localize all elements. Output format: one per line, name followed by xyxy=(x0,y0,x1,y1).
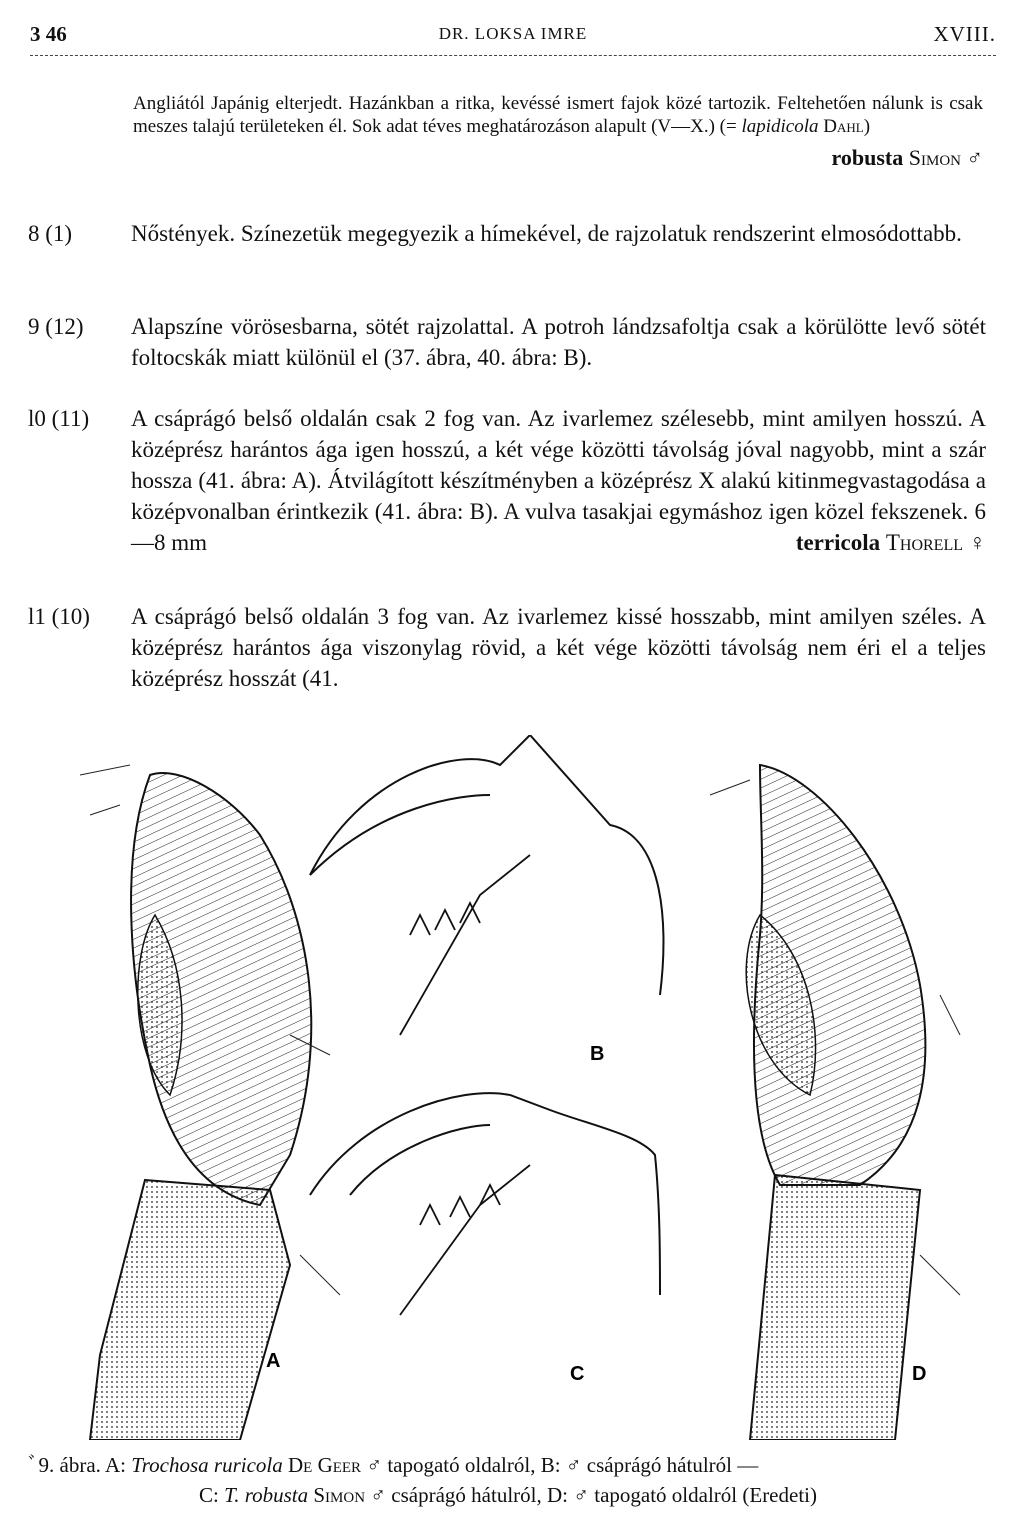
entry-text: A csáprágó belső oldalán 3 fog van. Az ivarlemez kissé hosszabb, mint amilyen széles. A középrész harántos ága viszonylag rövid, a két vége közötti távolság nem éri el a teljes középrész hosszát (41. xyxy=(131,604,986,691)
palp-a-drawing xyxy=(80,765,340,1440)
entry-number: l0 (11) xyxy=(28,406,90,431)
chelicera-b-drawing xyxy=(310,735,663,1035)
caption-species-c: T. robusta xyxy=(224,1483,309,1507)
species-name: robusta xyxy=(831,145,904,170)
key-entry-8 xyxy=(28,218,986,249)
page-number: 3 46 xyxy=(30,22,67,46)
species-author: Simon xyxy=(908,145,961,170)
female-symbol: ♀ xyxy=(968,530,986,555)
key-entry-9 xyxy=(28,311,986,373)
figure-label-a: A xyxy=(266,1350,281,1372)
synonym-author: Dahl xyxy=(823,116,864,137)
header-rule xyxy=(30,55,996,56)
volume-number: XVIII. xyxy=(933,22,996,46)
running-title: DR. LOKSA IMRE xyxy=(438,24,588,43)
illustration-41 xyxy=(60,735,990,1440)
entry-text: Alapszíne vörösesbarna, sötét rajzolattal. A potroh lándzsafoltja csak a körülötte levő sötét foltocskák miatt különül el (37. ábra, 40. ábra: B). xyxy=(131,314,986,370)
synonym-name: lapidicola xyxy=(741,116,819,137)
key-entry-10 xyxy=(28,403,986,558)
entry-number: 8 (1) xyxy=(28,221,73,246)
key-entry-11 xyxy=(28,601,986,694)
figure-caption xyxy=(28,1450,988,1510)
page-header xyxy=(30,22,996,54)
species-name: terricola xyxy=(795,530,881,555)
figure-label-c: C xyxy=(570,1363,585,1385)
chelicera-c-drawing xyxy=(310,1093,660,1315)
entry-number: 9 (12) xyxy=(28,314,84,339)
intro-paragraph: Angliától Japánig elterjedt. Hazánkban a ritka, kevéssé ismert fajok közé tartozik. Feltehetően nálunk is csak meszes talajú területeken él. Sok adat téves meghatározáson alapult (V—X.) (= lapidicola Dahl) robusta Simon ♂ xyxy=(133,93,983,170)
figure-label-d: D xyxy=(912,1363,927,1385)
species-author: Thorell xyxy=(885,530,963,555)
intro-text: Angliától Japánig elterjedt. Hazánkban a ritka, kevéssé ismert fajok közé tartozik. Feltehetően nálunk is csak meszes talajú területeken él. Sok adat téves meghatározáson alapult (V—X.) (= xyxy=(133,93,983,137)
figure-label-b: B xyxy=(590,1043,605,1065)
entry-text: A csáprágó belső oldalán csak 2 fog van. Az ivarlemez szélesebb, mint amilyen hosszú. A középrész harántos ága igen hosszú, a két vége közötti távolság jóval nagyobb, mint a szár hossza (41. ábra: A). Átvilágított készítményben a középrész X alakú kitinmegvastagodása a középvonalban érintkezik (41. ábra: B). A vulva tasakjai egymáshoz igen közel fekszenek. 6—8 mm terricola Thorell ♀ xyxy=(131,406,986,555)
caption-species-a: Trochosa ruricola xyxy=(131,1453,283,1477)
species-line xyxy=(133,146,983,169)
entry-number: l1 (10) xyxy=(28,604,90,629)
caption-line-1: ﾞ9. ábra. A: Trochosa ruricola De Geer ♂ tapogató oldalról, B: ♂ csáprágó hátulról — xyxy=(28,1453,759,1477)
male-symbol: ♂ xyxy=(966,145,983,170)
caption-line-2: C: T. robusta Simon ♂ csáprágó hátulról, D: ♂ tapogató oldalról (Eredeti) xyxy=(198,1483,817,1507)
palp-d-drawing xyxy=(710,765,960,1440)
entry-text: Nőstények. Színezetük megegyezik a hímekével, de rajzolatuk rendszerint elmosódottabb. xyxy=(131,221,962,246)
